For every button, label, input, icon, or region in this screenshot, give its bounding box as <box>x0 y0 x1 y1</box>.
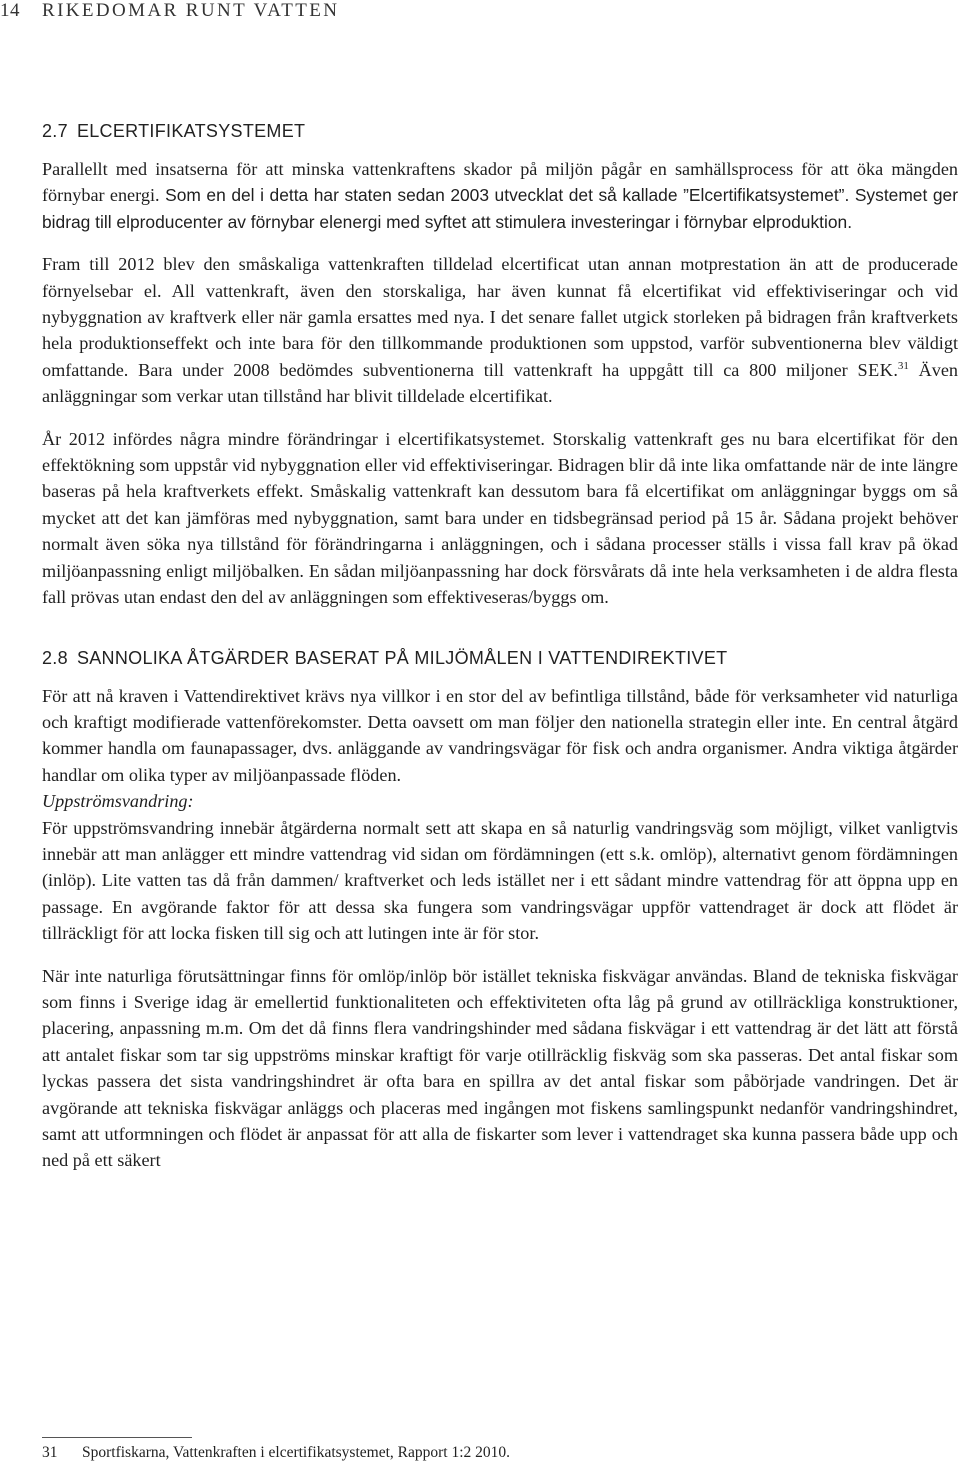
footnote-text: Sportfiskarna, Vattenkraften i elcertifikatsystemet, Rapport 1:2 2010. <box>82 1444 511 1461</box>
section-number: 2.8 <box>42 647 68 668</box>
paragraph: För att nå kraven i Vattendirektivet krävs nya villkor i en stor del av befintliga tillstånd, både för verksamheter vid naturliga och kraftigt modifierade vattenförekomster. Detta oavsett om man följer den nationella strategin eller inte. En central åtgärd kommer handla om faunapassager, dvs. anläggande av vandringsvägar för fisk och andra organismer. Andra viktiga åtgärder handlar om olika typer av miljöanpassade flöden. <box>42 685 958 785</box>
running-title: RIKEDOMAR RUNT VATTEN <box>42 0 340 21</box>
page-number: 14 <box>0 0 20 21</box>
paragraph-text: Som en del i detta har staten sedan 2003 utvecklat det så kallade ”Elcertifikatsystemet”. Systemet ger bidrag till elproducenter av förnybar elenergi med syftet att stimulera investeringar i förnybar elproduktion. <box>42 185 959 232</box>
footnote-divider <box>42 1437 192 1438</box>
section-heading-2-8 <box>42 645 958 671</box>
paragraph: För uppströmsvandring innebär åtgärderna normalt sett att skapa en så naturlig vandringsväg som möjligt, vilket vanligtvis innebär att man anlägger ett mindre vattendrag vid sidan om fördämningen (ett s.k. omlöp), alternativt genom fördämningen (inlöp). Lite vatten tas då från dammen/ kraftverket och leds istället ner i ett sådant mindre vattendrag för att öppna upp en passage. En avgörande faktor för att dessa ska fungera som vandringsvägar uppför vattendraget är dock att flödet är tillräckligt för att locka fisken till sig och att lutingen inte är för stor. <box>42 817 958 944</box>
footnote-number: 31 <box>42 1444 58 1461</box>
footnote-reference: 31 <box>897 359 909 372</box>
section-number: 2.7 <box>42 121 68 141</box>
section-title: SANNOLIKA ÅTGÄRDER BASERAT PÅ MILJÖMÅLEN I VATTENDIREKTIVET <box>76 647 728 668</box>
paragraph: Fram till 2012 blev den småskaliga vattenkraften tilldelad elcertificat utan annan motprestation än att de producerade förnyelsebar el. All vattenkraft, även den storskaliga, har även kunnat få elcertifikat vid effektiviseringar och vid nybyggnation av kraftverk eller när gamla ersattes med nya. I det senare fallet utgick storleken på bidragen från kraftverkets hela produktionseffekt och inte bara för den tillkommande produktionen som uppstod, varför subventionerna blev väldigt omfattande. Bara under 2008 bedömdes subventionerna till vattenkraft ha uppgått till ca 800 miljoner SEK.$^{31}$ Även anläggningar som verkar utan tillstånd har blivit tilldelade elcertifikat. <box>42 254 958 407</box>
paragraph: När inte naturliga förutsättningar finns för omlöp/inlöp bör istället tekniska fiskvägar användas. Bland de tekniska fiskvägar som finns i Sverige idag är emellertid funktionaliteten och effektiviteten ofta låg på grund av otillräckliga konstruktioner, placering, anpassning m.m. Om det då finns flera vandringshinder med sådana fiskvägar i ett vattendrag är det lätt att förstå att antalet fiskar som tar sig uppströms minskar kraftigt för varje otillräcklig fiskväg som ska passeras. Det antal fiskar som lyckas passera det sista vandringshindret är ofta bara en spillra av det antal fiskar som påbörjade vandringen. Det är avgörande att tekniska fiskvägar anläggs och placeras med ingången mot fiskens samlingspunkt nedanför vandringshindret, samt att utformningen och flödet är anpassat för att alla de fiskarter som lever i vattendraget ska kunna passera både upp och ned på ett säkert <box>42 965 958 1171</box>
paragraph-text: Parallellt med insatserna för att minska vattenkraftens skador på miljön pågår en samhällsprocess för att öka mängden förnybar energi. <box>42 159 958 206</box>
page-body <box>42 118 958 1174</box>
section-heading-2-7 <box>42 118 958 144</box>
footnote <box>42 1443 942 1463</box>
section-title: ELCERTIFIKATSYSTEMET <box>76 121 306 141</box>
paragraph <box>42 156 958 235</box>
paragraph: År 2012 infördes några mindre förändringar i elcertifikatsystemet. Storskalig vattenkraft ges nu bara elcertifikat för den effektökning som uppstår vid nybyggnation eller vid effektiviseringar. Bidragen blir då inte lika omfattande när de inte längre baseras på hela kraftverkets effekt. Småskalig vattenkraft kan dessutom bara få elcertifikat om anläggningar byggs om så mycket att det kan jämföras med nybyggnation, samt bara under en tidsbegränsad period på 15 år. Sådana projekt behöver normalt även söka nya tillstånd för förändringarna i anläggningen, och i sådana processer ställs i vissa fall krav på ökad miljöanpassning enligt miljöbalken. En sådan miljöanpassning har dock försvårats då inte hela verksamheten i de aldra flesta fall prövas utan endast den del av anläggningen som effektiveseras/byggs om. <box>42 428 958 608</box>
currency-label: SEK <box>857 359 894 380</box>
paragraph-text: Även anläggningar som verkar utan tillstånd har blivit tilldelade elcertifikat. <box>42 359 958 407</box>
subheading: Uppströmsvandring: <box>42 791 194 812</box>
paragraph-text: Fram till 2012 blev den småskaliga vattenkraften tilldelad elcertificat utan annan motprestation än att de producerade förnyelsebar el. All vattenkraft, även den storskaliga, har även kunnat få elcertifikat vid effektiviseringar och vid nybyggnation av kraftverk eller när gamla ersattes med nya. I det senare fallet utgick storleken på bidragen från kraftverkets hela produktionseffekt och inte bara för den tillkommande produktionen som uppstod, varför subventionerna blev väldigt omfattande. Bara under 2008 bedömdes subventionerna till vattenkraft ha uppgått till ca 800 miljoner <box>42 254 958 380</box>
